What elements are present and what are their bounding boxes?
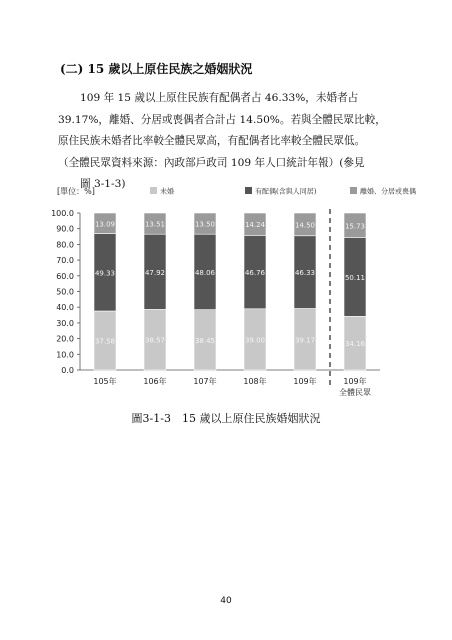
paragraph-line: 109 年 15 歲以上原住民族有配偶者占 46.33%，未婚者占: [80, 92, 359, 104]
legend-swatch: [245, 187, 252, 194]
legend-swatch: [350, 187, 357, 194]
y-tick-label: 80.0: [56, 240, 74, 250]
y-tick-label: 100.0: [51, 209, 74, 218]
marital-status-chart: [40, 180, 416, 420]
bar-value-label: 13.09: [94, 220, 116, 229]
figure-caption: 圖3-1-3 15 歲以上原住民族婚姻狀況: [131, 412, 321, 425]
y-tick-label: 10.0: [56, 350, 74, 360]
bar-value-label: 46.76: [244, 269, 266, 278]
y-tick-label: 90.0: [56, 224, 74, 234]
x-tick-label: 109年: [293, 377, 317, 386]
x-tick-label: 全體民眾: [339, 388, 371, 397]
paragraph-line: 原住民族未婚者比率較全體民眾高，有配偶者比率較全體民眾低。: [58, 135, 366, 147]
chart-svg: [40, 180, 416, 420]
paragraph-line: 圖 3-1-3): [80, 178, 126, 190]
bar-value-label: 14.50: [294, 221, 316, 230]
bar-value-label: 13.50: [194, 220, 216, 229]
y-tick-label: 50.0: [56, 287, 74, 297]
unit-label: [單位：%]: [57, 187, 95, 196]
y-tick-label: 70.0: [56, 256, 74, 266]
bar-value-label: 15.73: [344, 222, 366, 231]
bar-value-label: 47.92: [144, 268, 166, 277]
bar-value-label: 37.58: [94, 337, 116, 346]
legend-swatch: [150, 187, 157, 194]
legend-label: 離婚、分居或喪偶: [360, 187, 416, 196]
legend-label: 有配偶(含與人同居): [255, 187, 317, 196]
x-tick-label: 109年: [343, 377, 367, 386]
bar-value-label: 50.11: [344, 274, 366, 283]
y-tick-label: 0.0: [61, 366, 74, 375]
y-tick-label: 60.0: [56, 271, 74, 281]
bar-value-label: 46.33: [294, 269, 316, 278]
legend-label: 未婚: [160, 187, 174, 196]
bar-value-label: 49.33: [94, 269, 116, 278]
y-tick-label: 20.0: [56, 334, 74, 344]
paragraph-line: （全體民眾資料來源：內政部戶政司 109 年人口統計年報）(參見: [58, 156, 365, 169]
bar-value-label: 34.16: [344, 340, 366, 349]
bar-value-label: 48.06: [194, 268, 216, 277]
bar-value-label: 39.00: [244, 336, 266, 345]
bar-value-label: 13.51: [144, 220, 166, 229]
bar-value-label: 39.17: [294, 336, 316, 345]
x-tick-label: 106年: [143, 377, 167, 386]
x-tick-label: 105年: [93, 377, 117, 386]
y-tick-label: 40.0: [56, 303, 74, 313]
bar-value-label: 38.57: [144, 336, 166, 345]
bar-value-label: 38.45: [194, 336, 216, 345]
x-tick-label: 107年: [193, 377, 217, 386]
paragraph-line: 39.17%，離婚、分居或喪偶者合計占 14.50%。若與全體民眾比較，: [58, 113, 386, 126]
x-tick-label: 108年: [243, 377, 267, 386]
y-tick-label: 30.0: [56, 318, 74, 328]
bar-value-label: 14.24: [244, 221, 266, 230]
page-number: 40: [220, 596, 232, 606]
section-heading: (二) 15 歲以上原住民族之婚姻狀況: [60, 62, 253, 76]
